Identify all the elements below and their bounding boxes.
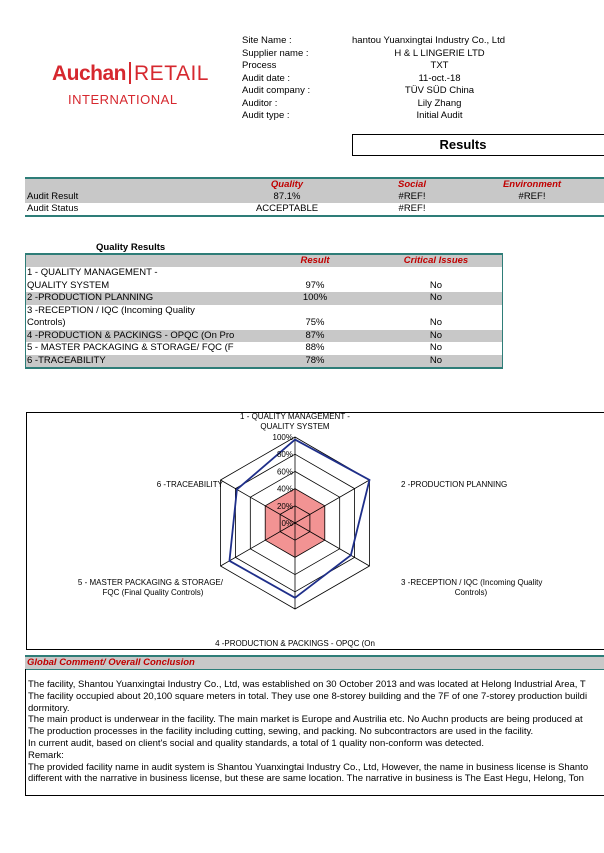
- quality-critical: No: [429, 354, 443, 366]
- radar-chart-frame: [26, 412, 604, 650]
- audit-info: [242, 35, 602, 123]
- info-key: Site Name :: [242, 35, 292, 46]
- info-value: TÜV SÜD China: [404, 85, 475, 96]
- quality-critical: No: [429, 317, 443, 328]
- radar-axis-label: 5 - MASTER PACKAGING & STORAGE/: [77, 578, 223, 587]
- comment-line: The facility, Shantou Yuanxingtai Industry Co., Ltd, was established on 30 October 2013 and was located at Helong Industrial Area, T: [28, 679, 586, 690]
- radar-axis-label: 6 -TRACEABILITY: [156, 480, 223, 489]
- quality-row: [26, 267, 502, 292]
- quality-row-label: [26, 267, 259, 292]
- comment-line: The facility occupied about 20,100 square meters in total. They use one 8-storey building and the 7F of one 7-storey production buildi: [28, 690, 588, 702]
- quality-row-label: 6 -TRACEABILITY: [27, 354, 106, 366]
- radar-tick-label: 80%: [276, 450, 293, 460]
- summary-header-environment: Environment: [502, 179, 562, 190]
- comment-line: The provided facility name in audit system is Shantou Yuanxingtai Industry Co., Ltd, However, the name in business license is Shanto: [28, 761, 589, 773]
- summary-header-social: Social: [398, 179, 426, 190]
- summary-header: [25, 179, 207, 191]
- radar-axis-label: 1 - QUALITY MANAGEMENT -: [240, 413, 350, 421]
- info-value: Lily Zhang: [417, 97, 462, 109]
- info-key: Audit company :: [242, 85, 311, 96]
- quality-label-line: Controls): [27, 317, 66, 328]
- quality-row: [26, 305, 502, 330]
- info-row: [242, 85, 602, 98]
- quality-result: 75%: [305, 317, 325, 328]
- logo-brand: Auchan: [52, 62, 127, 85]
- quality-row: [26, 330, 502, 343]
- summary-header-quality: Quality: [270, 179, 304, 190]
- results-label: Results: [439, 137, 487, 152]
- info-key: Process: [242, 60, 277, 71]
- info-value: 11-oct.-18: [418, 72, 461, 84]
- comment-line: The production processes in the facility including cutting, sewing, and packing. No subcontractors are used in the facility.: [28, 726, 534, 738]
- global-comment-body: [25, 669, 604, 796]
- quality-row-label: 2 -PRODUCTION PLANNING: [27, 292, 154, 303]
- summary-cell: [457, 203, 604, 215]
- quality-result: 78%: [305, 354, 325, 366]
- quality-critical: No: [429, 279, 443, 291]
- summary-cell: #REF!: [398, 191, 426, 202]
- summary-cell: ACCEPTABLE: [255, 203, 319, 214]
- info-key: Supplier name :: [242, 47, 309, 59]
- summary-cell: Audit Status: [27, 203, 79, 214]
- radar-axis-label: 4 -PRODUCTION & PACKINGS - OPQC (On: [215, 639, 375, 648]
- quality-row: [26, 292, 502, 305]
- comment-line: dormitory.: [28, 702, 70, 714]
- auchan-retail-logo: [52, 62, 209, 107]
- info-row: [242, 35, 602, 48]
- info-value: TXT: [430, 60, 449, 71]
- quality-header-row: [26, 255, 502, 267]
- info-row: [242, 110, 602, 123]
- info-key: Audit date :: [242, 72, 291, 84]
- quality-row: [26, 355, 502, 368]
- radar-tick-label: 20%: [276, 501, 293, 511]
- radar-tick-label: 60%: [276, 467, 293, 477]
- quality-critical: No: [429, 329, 443, 341]
- logo-separator: [129, 62, 131, 84]
- info-row: [242, 60, 602, 73]
- results-heading: [352, 134, 604, 156]
- comment-line: In current audit, based on client's social and quality standards, a total of 1 quality non-conform was detected.: [28, 738, 484, 749]
- quality-header-result: Result: [300, 255, 330, 266]
- info-value: hantou Yuanxingtai Industry Co., Ltd: [352, 35, 505, 46]
- quality-header: [26, 255, 259, 267]
- info-value: Initial Audit: [416, 110, 463, 121]
- radar-axis-label: 3 -RECEPTION / IQC (Incoming Quality: [401, 578, 543, 587]
- radar-axis-label: Controls): [454, 588, 488, 597]
- logo-retail: RETAIL: [134, 62, 209, 85]
- quality-result: 87%: [305, 329, 325, 341]
- info-key: Auditor :: [242, 97, 278, 109]
- quality-row-label: 4 -PRODUCTION & PACKINGS - OPQC (On Pro: [27, 329, 235, 341]
- radar-tick-label: 100%: [272, 433, 293, 442]
- quality-result: 100%: [302, 292, 328, 303]
- global-comment-title: Global Comment/ Overall Conclusion: [25, 655, 604, 670]
- info-value: H & L LINGERIE LTD: [394, 47, 485, 59]
- quality-results-title: Quality Results: [96, 242, 166, 253]
- summary-row-audit-result: [25, 191, 604, 203]
- quality-critical: No: [429, 342, 443, 353]
- quality-label-line: QUALITY SYSTEM: [27, 279, 110, 291]
- info-key: Audit type :: [242, 110, 290, 121]
- quality-row: [26, 342, 502, 355]
- quality-header-critical: Critical Issues: [403, 255, 469, 266]
- quality-result: 88%: [305, 342, 325, 353]
- radar-axis-label: QUALITY SYSTEM: [260, 422, 330, 431]
- quality-label-line: 1 - QUALITY MANAGEMENT -: [27, 267, 158, 278]
- quality-label-line: 3 -RECEPTION / IQC (Incoming Quality: [27, 304, 195, 316]
- info-row: [242, 98, 602, 111]
- summary-cell: 87.1%: [273, 191, 301, 202]
- summary-cell: Audit Result: [27, 191, 79, 202]
- radar-axis-label: 2 -PRODUCTION PLANNING: [401, 480, 508, 489]
- radar-tick-label: 0%: [281, 519, 293, 528]
- quality-row-label: 5 - MASTER PACKAGING & STORAGE/ FQC (F: [27, 342, 234, 353]
- radar-chart: [27, 413, 604, 649]
- comment-line: The main product is underwear in the facility. The main market is Europe and Austrilia etc. No Auchn products are being produced at: [28, 714, 583, 726]
- quality-critical: No: [429, 292, 443, 303]
- info-row: [242, 48, 602, 61]
- quality-results-table: [25, 253, 503, 369]
- quality-row-label: [26, 305, 259, 330]
- summary-row-audit-status: [25, 203, 604, 215]
- comment-line: different with the narrative in business license, but these are same location. The narrative in business is The East Hegu, Helong, Ton: [28, 773, 584, 785]
- info-row: [242, 73, 602, 86]
- radar-tick-label: 40%: [276, 484, 293, 494]
- summary-cell: #REF!: [518, 191, 546, 202]
- comment-line: Remark:: [28, 749, 64, 761]
- logo-international: INTERNATIONAL: [68, 92, 178, 107]
- radar-axis-label: FQC (Final Quality Controls): [102, 588, 204, 597]
- summary-header-row: [25, 179, 604, 191]
- quality-result: 97%: [305, 279, 325, 291]
- summary-table: [25, 177, 604, 217]
- summary-cell: #REF!: [398, 203, 426, 214]
